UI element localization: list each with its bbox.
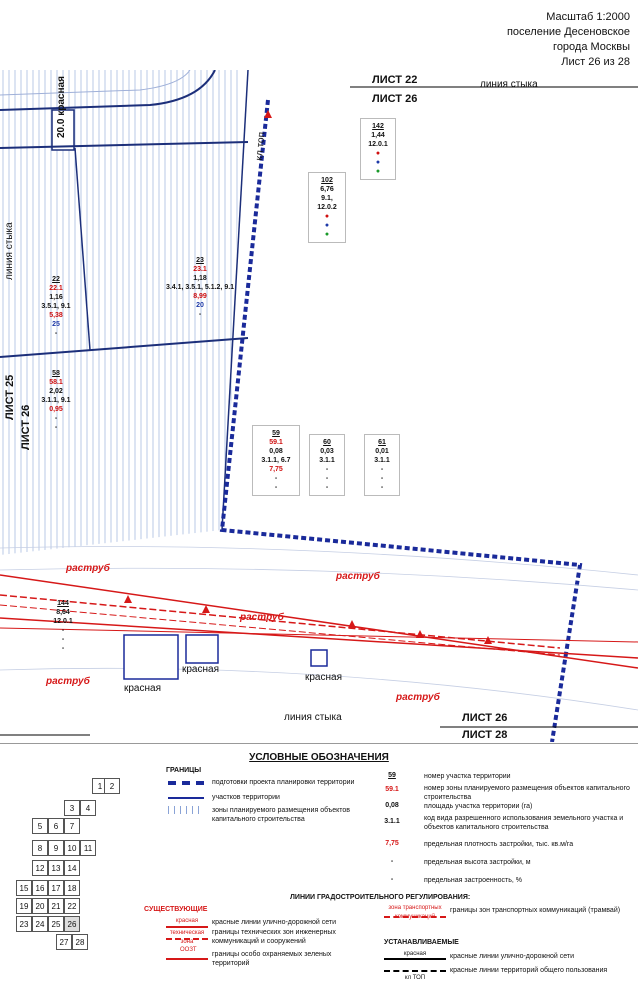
legend-swatch-parcel	[168, 797, 204, 799]
sheet-top-b: ЛИСТ 26	[372, 93, 418, 105]
index-cell[interactable]: 8	[32, 840, 48, 856]
rastrub-label: раструб	[66, 563, 110, 574]
oozt-marker	[124, 595, 132, 603]
dot-icon: ●	[324, 222, 330, 229]
legend-item: границы зон транспортных коммуникаций (трамвай)	[450, 907, 621, 914]
rastrub-label: раструб	[46, 676, 90, 687]
rastrub-label: раструб	[396, 692, 440, 703]
index-cell[interactable]: 27	[56, 934, 72, 950]
parcel-card-102[interactable]: 102 6,76 9.1, 12.0.2 ● ● ●	[308, 172, 346, 243]
legend-code: 59	[388, 772, 396, 779]
index-cell[interactable]: 24	[32, 916, 48, 932]
oozt-marker	[484, 636, 492, 644]
parcel-card-144[interactable]: 144 8,64 12.0.1 - - -	[53, 600, 73, 652]
legend-swatch-zone	[168, 806, 204, 814]
parcel-card-23[interactable]: 23 23.1 1,18 3.4.1, 3.5.1, 5.1.2, 9.1 8,99 20 -	[165, 257, 235, 318]
building	[311, 650, 327, 666]
rastrub-label: раструб	[336, 571, 380, 582]
rastrub-label: раструб	[240, 612, 284, 623]
city-label: города Москвы	[553, 41, 630, 53]
divider	[0, 743, 638, 744]
boundaries-header: ГРАНИЦЫ	[166, 767, 202, 774]
legend-swatch-project	[168, 781, 204, 785]
oozt-marker	[416, 630, 424, 638]
sheet-top-a: ЛИСТ 22	[372, 74, 418, 86]
index-cell[interactable]: 4	[80, 800, 96, 816]
index-cell[interactable]: 15	[16, 880, 32, 896]
legend-code: -	[390, 876, 394, 883]
index-cell[interactable]: 14	[64, 860, 80, 876]
index-cell[interactable]: 12	[32, 860, 48, 876]
krasnaya-label: красная	[124, 683, 161, 694]
krasnaya-label: красная	[182, 664, 219, 675]
index-cell[interactable]: 1	[92, 778, 108, 794]
legend-swatch-label: кл ТОП	[404, 975, 426, 981]
oozt-marker	[348, 620, 356, 628]
legend-swatch-kltop	[384, 970, 446, 972]
dot-icon: ●	[375, 159, 381, 166]
index-cell[interactable]: 2	[104, 778, 120, 794]
index-cell[interactable]: 23	[16, 916, 32, 932]
junction-bottom: линия стыка	[284, 712, 342, 723]
index-cell[interactable]: 3	[64, 800, 80, 816]
legend-item: номер зоны планируемого размещения объектов капитального строительства	[424, 785, 630, 801]
legend-swatch-tech	[166, 938, 208, 940]
title-block	[507, 10, 630, 70]
legend-item: красные линии улично-дорожной сети	[212, 919, 337, 926]
krasnaya-label: красная	[305, 672, 342, 683]
legend-swatch-oozt	[166, 958, 208, 960]
parcel-card-58[interactable]: 58 58.1 2,02 3.1.1, 9.1 0,95 - -	[41, 370, 71, 431]
legend-item: подготовки проекта планировки территории	[212, 779, 355, 786]
legend-swatch-label: зона транспортных коммуникаций	[388, 905, 442, 920]
red-line-label: 20.0 красная	[56, 76, 67, 138]
dot-icon: ●	[375, 150, 381, 157]
legend-swatch-label: красная	[175, 918, 199, 924]
legend-title: УСЛОВНЫЕ ОБОЗНАЧЕНИЯ	[249, 752, 389, 763]
established-header: УСТАНАВЛИВАЕМЫЕ	[384, 939, 459, 946]
legend-item: номер участка территории	[424, 773, 511, 780]
index-cell[interactable]: 17	[48, 880, 64, 896]
index-cell[interactable]: 16	[32, 880, 48, 896]
building	[186, 635, 218, 663]
map-canvas	[0, 70, 638, 742]
legend-item: участков территории	[212, 794, 280, 801]
legend-item: предельная застроенность, %	[424, 877, 522, 884]
existing-header: СУЩЕСТВУЮЩИЕ	[144, 906, 208, 913]
dot-icon: ●	[324, 213, 330, 220]
junction-top: линия стыка	[480, 79, 538, 90]
index-cell[interactable]: 9	[48, 840, 64, 856]
settlement-label: поселение Десеновское	[506, 26, 630, 38]
index-cell[interactable]: 11	[80, 840, 96, 856]
kl-top-label: кл топ	[254, 131, 268, 161]
red-line-5	[0, 628, 638, 642]
index-cell[interactable]: 28	[72, 934, 88, 950]
junction-left: линия стыка	[4, 222, 15, 280]
index-cell[interactable]: 7	[64, 818, 80, 834]
parcel-card-22[interactable]: 22 22.1 1,16 3.5.1, 9.1 5,38 25 -	[41, 276, 71, 337]
sheet-index-grid	[16, 778, 116, 947]
index-cell[interactable]: 22	[64, 898, 80, 914]
legend-item: границы технических зон инженерных коммуникаций и сооружений	[212, 929, 336, 945]
legend-item: предельная плотность застройки, тыс. кв.м/га	[424, 841, 574, 848]
legend-swatch-label: красная	[403, 951, 427, 957]
index-cell[interactable]: 10	[64, 840, 80, 856]
reg-lines-header: ЛИНИИ ГРАДОСТРОИТЕЛЬНОГО РЕГУЛИРОВАНИЯ:	[290, 894, 471, 901]
legend-item: предельная высота застройки, м	[424, 859, 531, 866]
project-boundary	[222, 100, 580, 742]
legend-item: красные линии улично-дорожной сети	[450, 953, 575, 960]
scale-label: Масштаб 1:2000	[546, 11, 630, 23]
legend-item: границы особо охраняемых зеленых территорий	[212, 951, 332, 967]
dot-icon: ●	[375, 168, 381, 175]
parcel-card-142[interactable]: 142 1,44 12.0.1 ● ● ●	[360, 118, 396, 180]
sheet-bottom-a: ЛИСТ 26	[462, 712, 508, 724]
parcel-card-61[interactable]: 61 0,01 3.1.1 - - -	[364, 434, 400, 496]
legend-code: 3.1.1	[384, 818, 400, 825]
index-cell-current[interactable]: 26	[64, 916, 80, 932]
legend-code: 59.1	[385, 786, 399, 793]
index-cell[interactable]: 25	[48, 916, 64, 932]
legend-item: площадь участка территории (га)	[424, 803, 533, 810]
legend-item: зоны планируемого размещения объектов капитального строительства	[212, 807, 351, 823]
index-cell[interactable]: 6	[48, 818, 64, 834]
index-cell[interactable]: 18	[64, 880, 80, 896]
legend-swatch-label: ООЗТ	[180, 947, 197, 953]
parcel-card-60[interactable]: 60 0,03 3.1.1 - - -	[309, 434, 345, 496]
index-cell[interactable]: 21	[48, 898, 64, 914]
legend-item: красные линии территорий общего пользования	[450, 967, 608, 974]
sheet-left-b: ЛИСТ 26	[20, 404, 32, 450]
legend-swatch-red	[166, 926, 208, 928]
index-cell[interactable]: 19	[16, 898, 32, 914]
parcel-card-59[interactable]: 59 59.1 0,08 3.1.1, 6.7 7,75 - -	[252, 425, 300, 496]
legend-swatch-label: техническая зона	[169, 930, 205, 945]
index-cell[interactable]: 13	[48, 860, 64, 876]
legend-swatch-est-red	[384, 958, 446, 960]
legend-item: код вида разрешенного использования земельного участка и объектов капитального строительства	[424, 815, 624, 831]
legend-code: 7,75	[385, 840, 399, 847]
index-cell[interactable]: 20	[32, 898, 48, 914]
building	[124, 635, 178, 679]
legend-code: 0,08	[385, 802, 399, 809]
sheet-left-a: ЛИСТ 25	[4, 374, 16, 420]
sheet-number: Лист 26 из 28	[561, 56, 630, 68]
index-cell[interactable]: 5	[32, 818, 48, 834]
dot-icon: ●	[324, 231, 330, 238]
sheet-bottom-b: ЛИСТ 28	[462, 729, 508, 741]
oozt-marker	[202, 605, 210, 613]
legend-code: -	[390, 858, 394, 865]
